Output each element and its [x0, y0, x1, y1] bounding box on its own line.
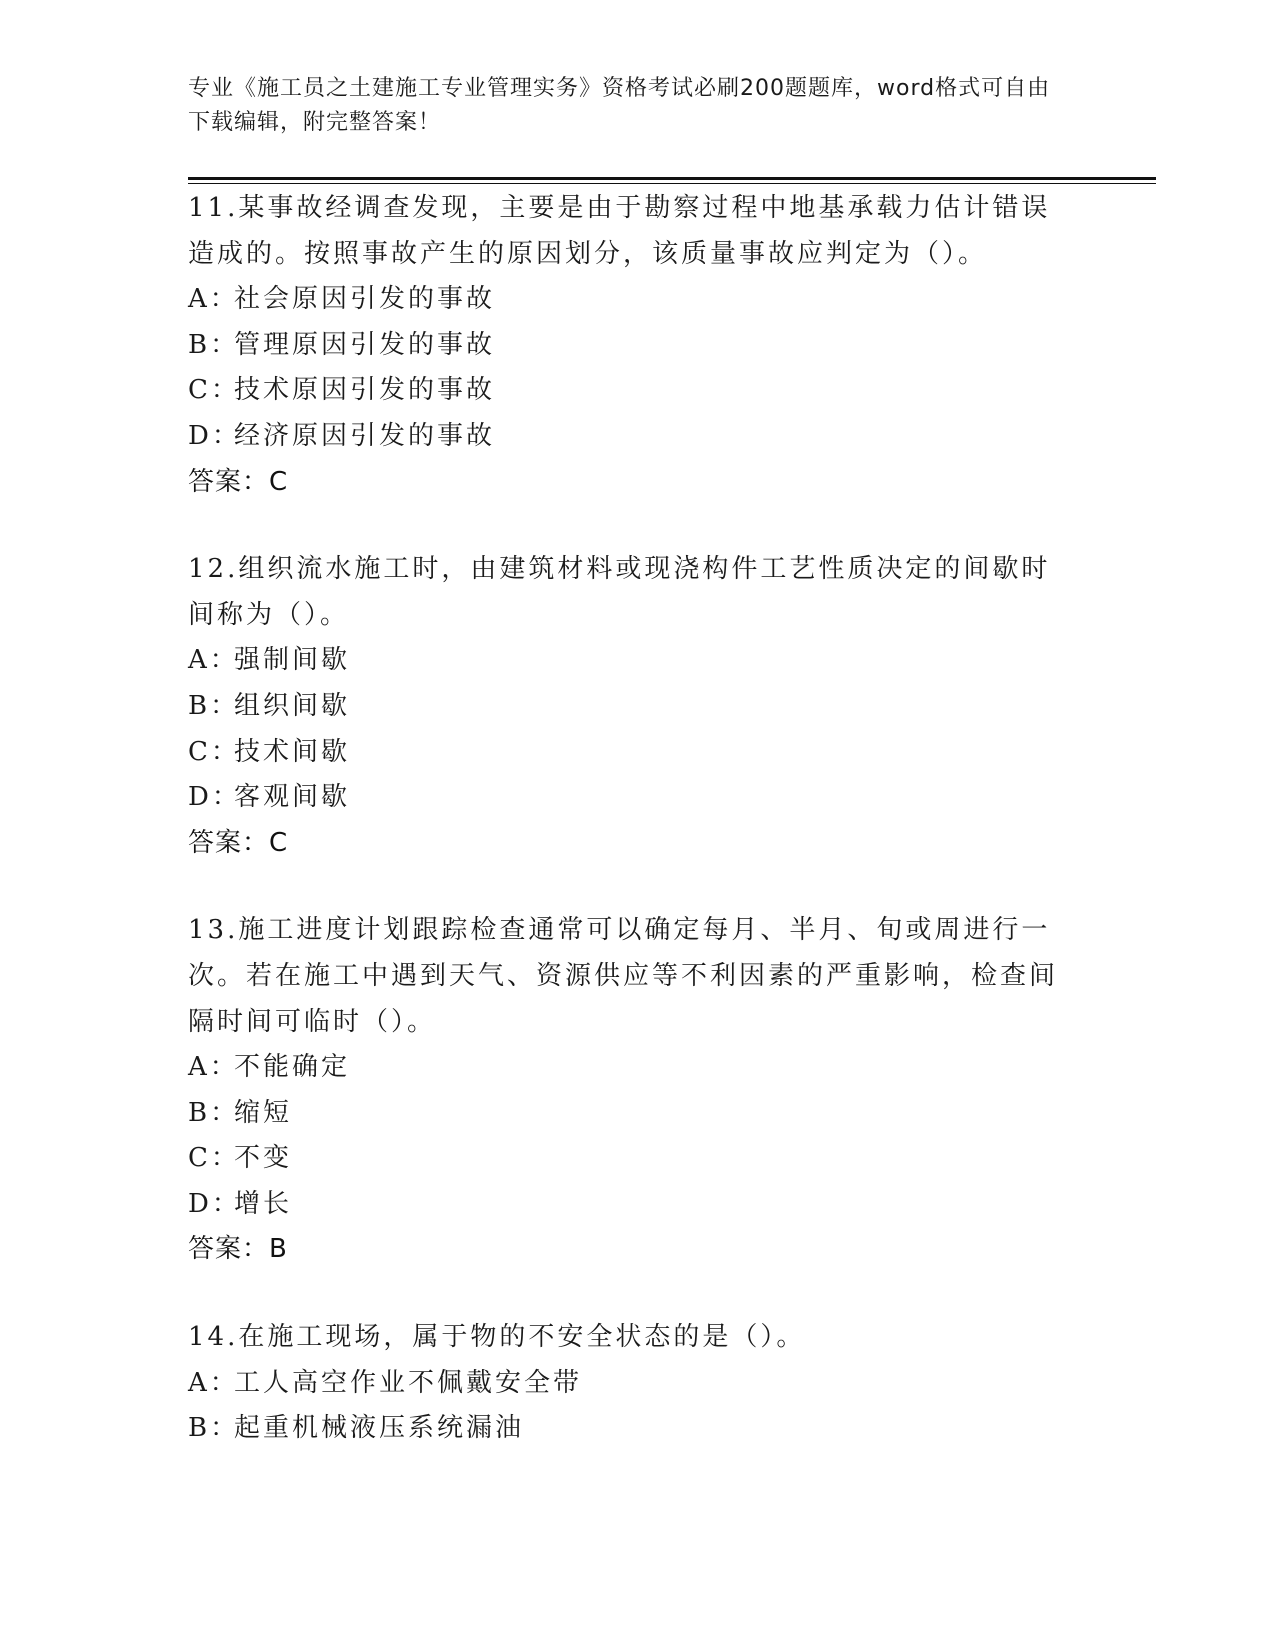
option-d	[188, 1182, 1088, 1228]
option-text: 管理原因引发的事故	[234, 329, 496, 360]
option-text: 经济原因引发的事故	[234, 420, 496, 451]
option-a	[188, 277, 1088, 323]
option-b	[188, 684, 1088, 730]
option-key: D：	[188, 1188, 241, 1219]
option-key: C：	[188, 1143, 240, 1174]
option-key: A：	[188, 284, 239, 315]
option-text: 增长	[234, 1188, 293, 1219]
option-b	[188, 323, 1088, 369]
option-key: D：	[188, 420, 241, 451]
option-a	[188, 638, 1088, 684]
option-c	[188, 368, 1088, 414]
option-b	[188, 1406, 1088, 1452]
option-text: 客观间歇	[234, 782, 351, 813]
option-text: 缩短	[234, 1097, 293, 1128]
option-text: 技术原因引发的事故	[234, 375, 496, 406]
header-divider-thin	[188, 183, 1156, 184]
option-key: B：	[188, 329, 240, 360]
option-key: C：	[188, 736, 240, 767]
question-text: 12.组织流水施工时，由建筑材料或现浇构件工艺性质决定的间歇时间称为（）。	[188, 554, 1051, 630]
option-text: 不变	[234, 1143, 293, 1174]
option-d	[188, 775, 1088, 821]
option-c	[188, 1136, 1088, 1182]
question-13	[188, 908, 1088, 1273]
option-key: C：	[188, 375, 240, 406]
question-14	[188, 1315, 1088, 1452]
question-text: 14.在施工现场，属于物的不安全状态的是（）。	[188, 1322, 806, 1353]
option-key: B：	[188, 1413, 240, 1444]
option-text: 工人高空作业不佩戴安全带	[234, 1367, 583, 1398]
option-text: 社会原因引发的事故	[234, 284, 496, 315]
option-key: A：	[188, 1052, 239, 1083]
option-key: B：	[188, 690, 240, 721]
option-a	[188, 1045, 1088, 1091]
answer-line: 答案：C	[188, 466, 289, 497]
answer-line: 答案：B	[188, 1234, 288, 1265]
option-key: B：	[188, 1097, 240, 1128]
option-text: 强制间歇	[234, 645, 351, 676]
option-a	[188, 1361, 1088, 1407]
option-b	[188, 1091, 1088, 1137]
question-12	[188, 547, 1088, 866]
option-text: 不能确定	[234, 1052, 351, 1083]
option-text: 技术间歇	[234, 736, 351, 767]
option-text: 起重机械液压系统漏油	[234, 1413, 525, 1444]
option-key: D：	[188, 782, 241, 813]
question-text: 13.施工进度计划跟踪检查通常可以确定每月、半月、旬或周进行一次。若在施工中遇到天气、资源供应等不利因素的严重影响，检查间隔时间可临时（）。	[188, 915, 1059, 1037]
option-key: A：	[188, 645, 239, 676]
header-divider-thick	[188, 177, 1156, 180]
option-d	[188, 414, 1088, 460]
question-11	[188, 186, 1088, 505]
option-key: A：	[188, 1367, 239, 1398]
question-list	[188, 186, 1088, 1494]
option-c	[188, 730, 1088, 776]
answer-line: 答案：C	[188, 827, 289, 858]
option-text: 组织间歇	[234, 690, 351, 721]
question-text: 11.某事故经调查发现，主要是由于勘察过程中地基承载力估计错误造成的。按照事故产生的原因划分，该质量事故应判定为（）。	[188, 193, 1051, 269]
document-header: 专业《施工员之土建施工专业管理实务》资格考试必刷200题题库，word格式可自由下载编辑，附完整答案！	[188, 76, 1051, 135]
